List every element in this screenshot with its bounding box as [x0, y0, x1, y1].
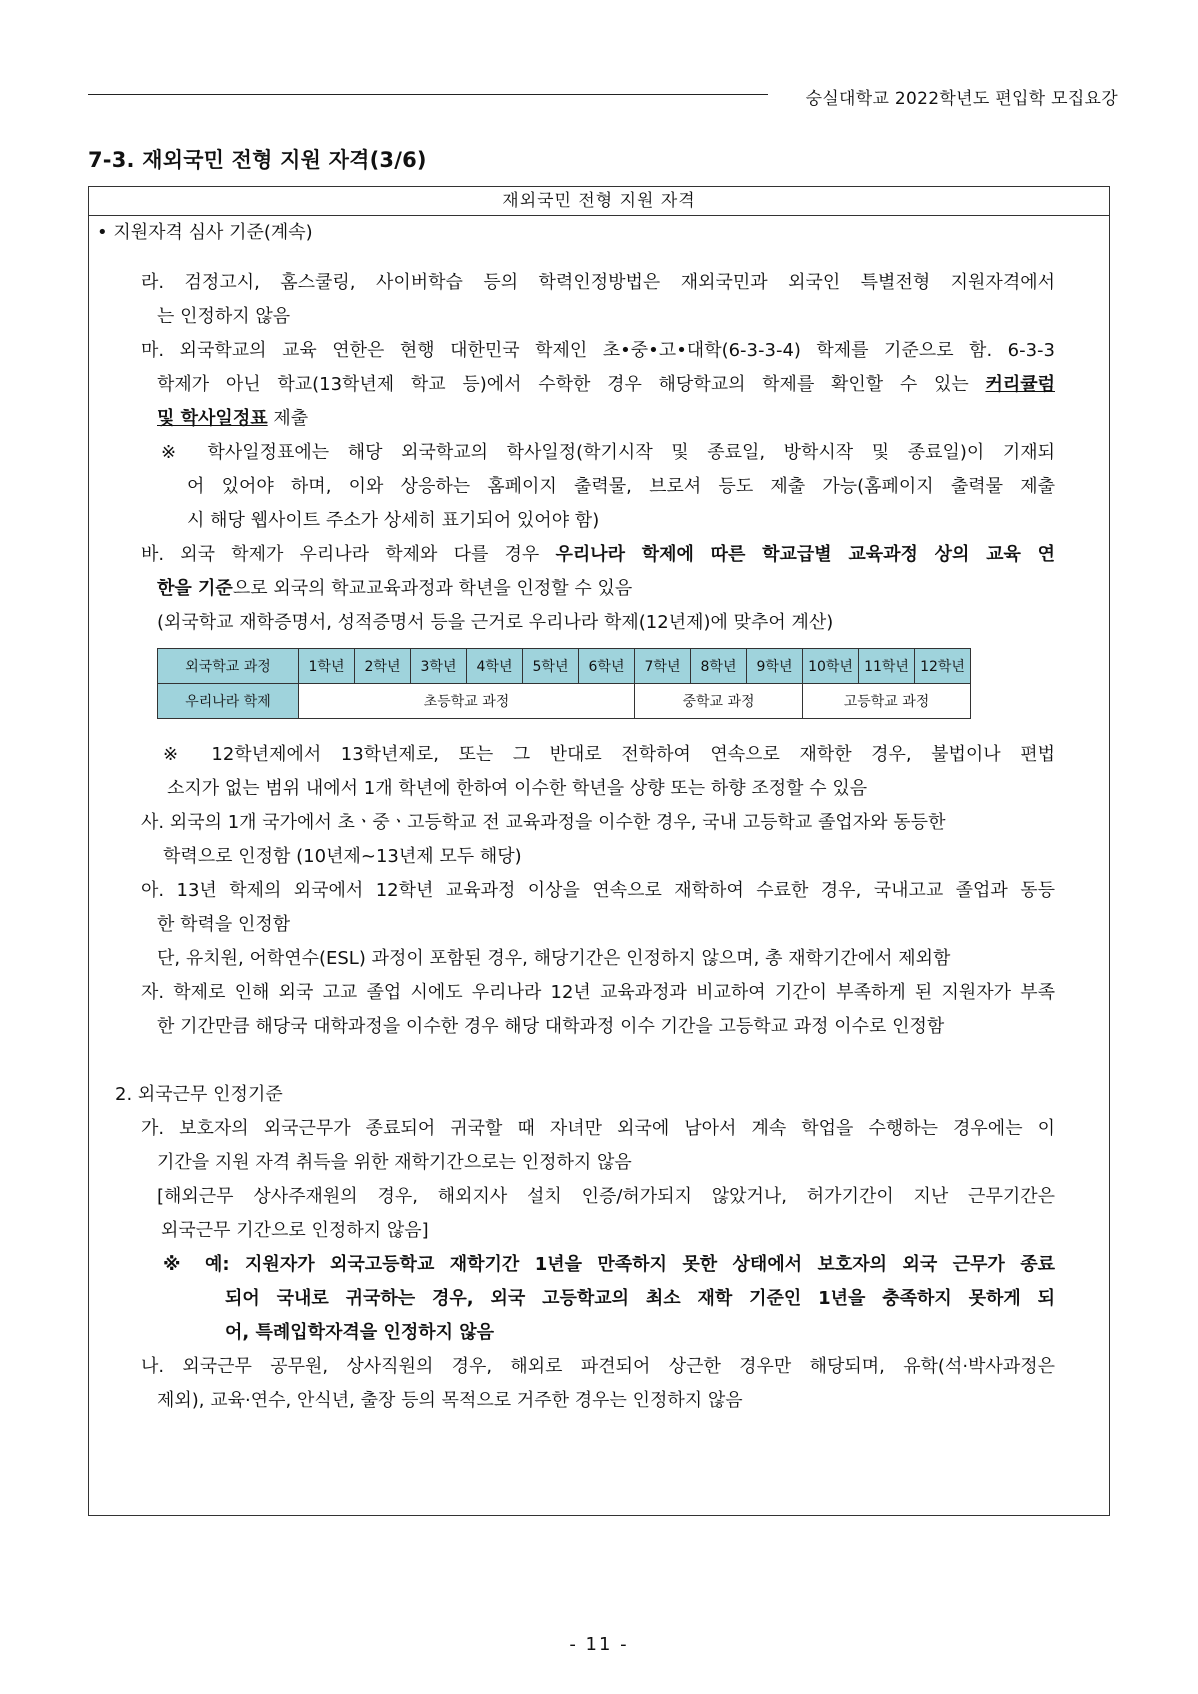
item-ba-line2 — [157, 574, 632, 604]
table-row — [158, 684, 971, 719]
grade-cell: 11학년 — [859, 649, 915, 684]
grade-cell: 10학년 — [803, 649, 859, 684]
note12-line2: 소지가 없는 범위 내에서 1개 학년에 한하여 이수한 학년을 상향 또는 하향 조정할 수 있음 — [167, 778, 868, 799]
item-ma-line1: 마. 외국학교의 교육 연한은 현행 대한민국 학제인 초•중•고•대학(6-3-3-4) 학제를 기준으로 함. 6-3-3 — [141, 340, 1055, 361]
example-line3: 어, 특례입학자격을 인정하지 않음 — [225, 1322, 495, 1343]
item-ga-line2: 기간을 지원 자격 취득을 위한 재학기간으로는 인정하지 않음 — [157, 1152, 632, 1173]
grade-cell: 6학년 — [579, 649, 635, 684]
table-row — [158, 649, 971, 684]
elementary-span: 초등학교 과정 — [299, 684, 635, 719]
qualification-box — [88, 186, 1110, 1516]
grade-cell: 1학년 — [299, 649, 355, 684]
grade-cell: 4학년 — [467, 649, 523, 684]
note12-line1: ※ 12학년제에서 13학년제로, 또는 그 반대로 전학하여 연속으로 재학한 경우, 불법이나 편법 — [163, 744, 1055, 765]
item-ma-note-line2: 어 있어야 하며, 이와 상응하는 홈페이지 출력물, 브로셔 등도 제출 가능(홈페이지 출력물 제출 — [187, 476, 1055, 497]
item-sa-line1: 사. 외국의 1개 국가에서 초ㆍ중ㆍ고등학교 전 교육과정을 이수한 경우, 국내 고등학교 졸업자와 동등한 — [141, 812, 946, 833]
high-span: 고등학교 과정 — [803, 684, 971, 719]
item-ja-line1: 자. 학제로 인해 외국 고교 졸업 시에도 우리나라 12년 교육과정과 비교하여 기간이 부족하게 된 지원자가 부족 — [141, 982, 1055, 1003]
item-ba-line3: (외국학교 재학증명서, 성적증명서 등을 근거로 우리나라 학제(12년제)에 맞추어 계산) — [157, 612, 834, 633]
item-ba-line2-text: 으로 외국의 학교교육과정과 학년을 인정할 수 있음 — [232, 578, 633, 599]
page-header — [88, 84, 1118, 110]
item-ma-note-line1: ※ 학사일정표에는 해당 외국학교의 학사일정(학기시작 및 종료일, 방학시작 및 종료일)이 기재되 — [161, 442, 1055, 463]
korean-system-header: 우리나라 학제 — [158, 684, 299, 719]
section2-title: 2. 외국근무 인정기준 — [115, 1084, 283, 1105]
item-a-line2: 한 학력을 인정함 — [157, 914, 291, 935]
item-a-line1: 아. 13년 학제의 외국에서 12학년 교육과정 이상을 연속으로 재학하여 수료한 경우, 국내고교 졸업과 동등 — [141, 880, 1055, 901]
middle-span: 중학교 과정 — [635, 684, 803, 719]
item-ma-line2-text: 학제가 아닌 학교(13학년제 학교 등)에서 수학한 경우 해당학교의 학제를 확인할 수 있는 — [157, 374, 986, 395]
item-ma-line3-text: 제출 — [267, 408, 309, 429]
item-ra-line2: 는 인정하지 않음 — [157, 306, 291, 327]
curriculum-emphasis: 커리큘럼 — [985, 374, 1055, 395]
header-title: 숭실대학교 2022학년도 편입학 모집요강 — [805, 89, 1118, 109]
header-rule — [88, 94, 768, 95]
item-ga-line1: 가. 보호자의 외국근무가 종료되어 귀국할 때 자녀만 외국에 남아서 계속 학업을 수행하는 경우에는 이 — [141, 1118, 1055, 1139]
item-ba-emphasis: 우리나라 학제에 따른 학교급별 교육과정 상의 교육 연 — [555, 544, 1055, 565]
grade-cell: 3학년 — [411, 649, 467, 684]
item-na-line2: 제외), 교육·연수, 안식년, 출장 등의 목적으로 거주한 경우는 인정하지 않음 — [157, 1390, 743, 1411]
page-number: - 11 - — [569, 1634, 629, 1655]
grade-cell: 9학년 — [747, 649, 803, 684]
item-a-line3: 단, 유치원, 어학연수(ESL) 과정이 포함된 경우, 해당기간은 인정하지 않으며, 총 재학기간에서 제외함 — [157, 948, 951, 969]
grade-cell: 8학년 — [691, 649, 747, 684]
grade-cell: 7학년 — [635, 649, 691, 684]
schedule-emphasis: 및 학사일정표 — [157, 408, 268, 429]
example-line2: 되어 국내로 귀국하는 경우, 외국 고등학교의 최소 재학 기준인 1년을 충족하지 못하게 되 — [225, 1288, 1055, 1309]
grade-cell: 5학년 — [523, 649, 579, 684]
bullet-heading: • 지원자격 심사 기준(계속) — [97, 222, 313, 243]
section-title: 7-3. 재외국민 전형 지원 자격(3/6) — [88, 148, 427, 172]
item-ba-line1-text: 바. 외국 학제가 우리나라 학제와 다를 경우 — [141, 544, 556, 565]
item-sa-line2: 학력으로 인정함 (10년제~13년제 모두 해당) — [163, 846, 522, 867]
grade-cell: 2학년 — [355, 649, 411, 684]
box-title: 재외국민 전형 지원 자격 — [89, 187, 1109, 216]
item-ja-line2: 한 기간만큼 해당국 대학과정을 이수한 경우 해당 대학과정 이수 기간을 고등학교 과정 이수로 인정함 — [157, 1016, 945, 1037]
item-ra-line1: 라. 검정고시, 홈스쿨링, 사이버학습 등의 학력인정방법은 재외국민과 외국인 특별전형 지원자격에서 — [141, 272, 1055, 293]
example-line1: ※ 예: 지원자가 외국고등학교 재학기간 1년을 만족하지 못한 상태에서 보호자의 외국 근무가 종료 — [163, 1254, 1055, 1275]
item-ga-bracket-line1: [해외근무 상사주재원의 경우, 해외지사 설치 인증/허가되지 않았거나, 허가기간이 지난 근무기간은 — [157, 1186, 1055, 1207]
grade-cell: 12학년 — [915, 649, 971, 684]
item-ma-line2 — [157, 370, 1055, 400]
item-ma-note-line3: 시 해당 웹사이트 주소가 상세히 표기되어 있어야 함) — [187, 510, 600, 531]
grade-comparison-table — [157, 648, 971, 719]
item-ba-emphasis2: 한을 기준 — [157, 578, 233, 599]
item-na-line1: 나. 외국근무 공무원, 상사직원의 경우, 해외로 파견되어 상근한 경우만 해당되며, 유학(석·박사과정은 — [141, 1356, 1055, 1377]
item-ba-line1 — [141, 540, 1055, 570]
item-ga-bracket-line2: 외국근무 기간으로 인정하지 않음] — [161, 1220, 429, 1241]
item-ma-line3 — [157, 404, 308, 434]
foreign-course-header: 외국학교 과정 — [158, 649, 299, 684]
